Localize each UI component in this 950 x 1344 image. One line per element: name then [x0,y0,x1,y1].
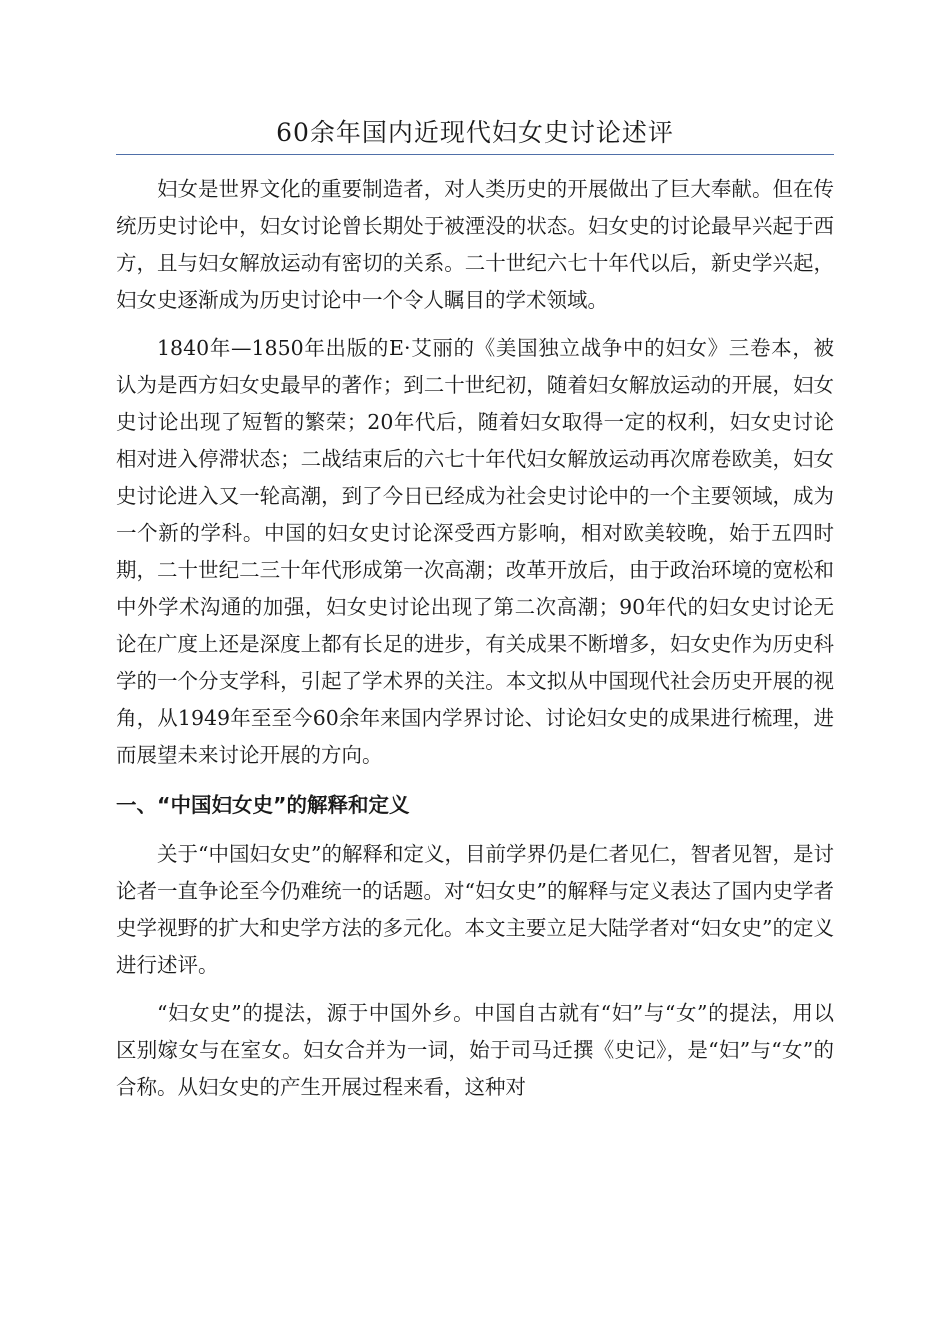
document-body [116,171,834,1117]
section-1-heading: 一、“中国妇女史”的解释和定义 [116,793,410,817]
title-underline [116,154,834,155]
intro-paragraph-2: 1840年—1850年出版的E·艾丽的《美国独立战争中的妇女》三卷本，被认为是西方妇女史最早的著作；到二十世纪初，随着妇女解放运动的开展，妇女史讨论出现了短暂的繁荣；20年代后，随着妇女取得一定的权利，妇女史讨论相对进入停滞状态；二战结束后的六七十年代妇女解放运动再次席卷欧美，妇女史讨论进入又一轮高潮，到了今日已经成为社会史讨论中的一个主要领域，成为一个新的学科。中国的妇女史讨论深受西方影响，相对欧美较晚，始于五四时期，二十世纪二三十年代形成第一次高潮；改革开放后，由于政治环境的宽松和中外学术沟通的加强，妇女史讨论出现了第二次高潮；90年代的妇女史讨论无论在广度上还是深度上都有长足的进步，有关成果不断增多，妇女史作为历史科学的一个分支学科，引起了学术界的关注。本文拟从中国现代社会历史开展的视角，从1949年至至今60余年来国内学界讨论、讨论妇女史的成果进行梳理，进而展望未来讨论开展的方向。 [116,336,834,767]
section-1-paragraph-2: “妇女史”的提法，源于中国外乡。中国自古就有“妇”与“女”的提法，用以区别嫁女与在室女。妇女合并为一词，始于司马迁撰《史记》，是“妇”与“女”的合称。从妇女史的产生开展过程来看，这种对 [116,1001,834,1099]
section-1-paragraph-1: 关于“中国妇女史”的解释和定义，目前学界仍是仁者见仁，智者见智，是讨论者一直争论至今仍难统一的话题。对“妇女史”的解释与定义表达了国内史学者史学视野的扩大和史学方法的多元化。本文主要立足大陆学者对“妇女史”的定义进行述评。 [116,842,834,977]
document-title: 60余年国内近现代妇女史讨论述评 [276,118,674,147]
intro-paragraph-1: 妇女是世界文化的重要制造者，对人类历史的开展做出了巨大奉献。但在传统历史讨论中，妇女讨论曾长期处于被湮没的状态。妇女史的讨论最早兴起于西方，且与妇女解放运动有密切的关系。二十世纪六七十年代以后，新史学兴起，妇女史逐渐成为历史讨论中一个令人瞩目的学术领域。 [116,177,834,312]
